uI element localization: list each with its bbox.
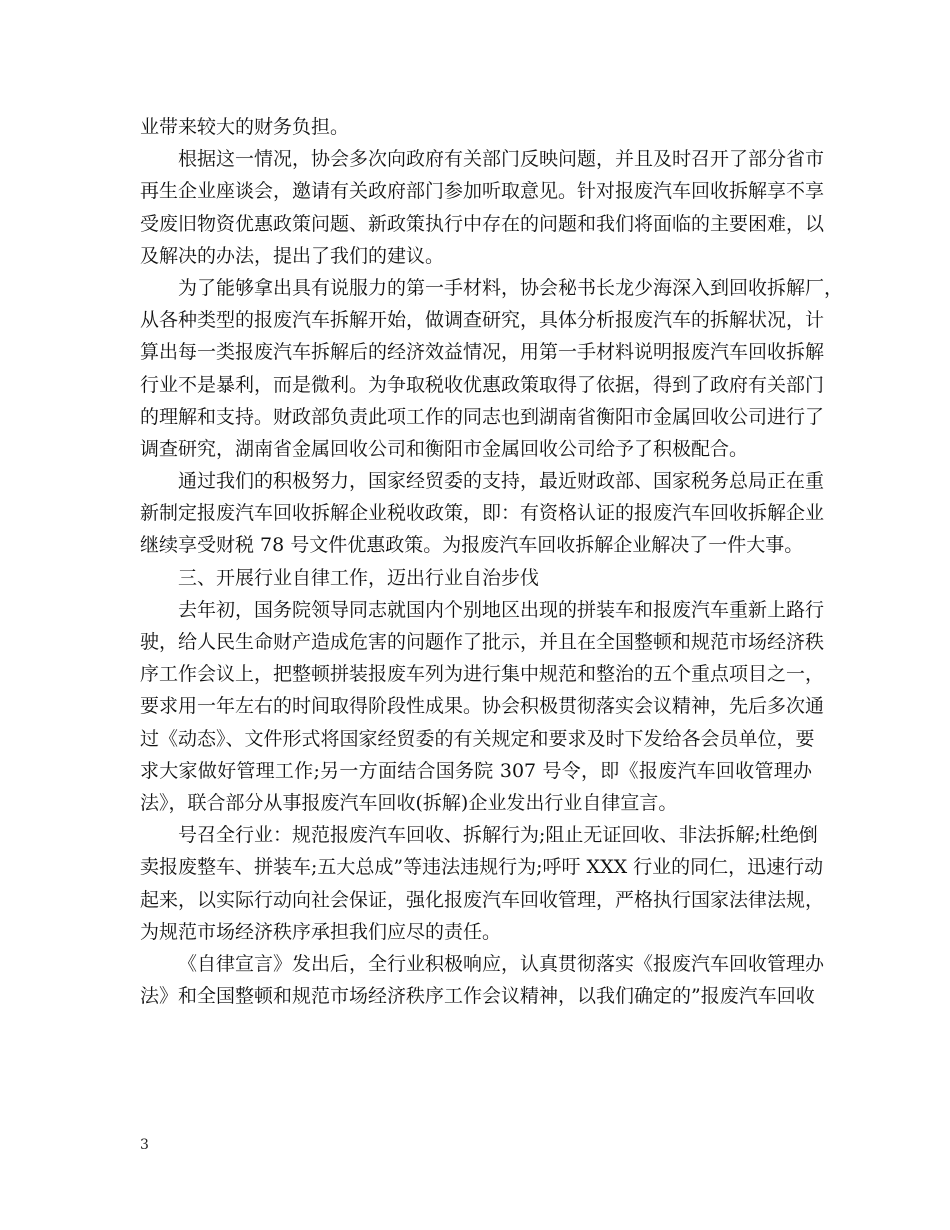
text-line: 为规范市场经济秩序承担我们应尽的责任。 (140, 920, 502, 943)
paragraph (140, 819, 825, 948)
text-line: 继续享受财税 78 号文件优惠政策。为报废汽车回收拆解企业解决了一件大事。 (140, 534, 804, 557)
paragraph (140, 594, 825, 819)
text-line: 从各种类型的报废汽车拆解开始，做调查研究，具体分析报废汽车的拆解状况，计 (140, 309, 825, 332)
text-line: 驶，给人民生命财产造成危害的问题作了批示，并且在全国整顿和规范市场经济秩 (140, 631, 825, 653)
paragraph (140, 143, 825, 272)
text-line: 根据这一情况，协会多次向政府有关部门反映问题，并且及时召开了部分省市 (178, 148, 825, 171)
document-body (140, 111, 844, 1012)
text-line: 受废旧物资优惠政策问题、新政策执行中存在的问题和我们将面临的主要困难，以 (140, 212, 825, 235)
text-line: 调查研究，湖南省金属回收公司和衡阳市金属回收公司给予了积极配合。 (140, 437, 749, 460)
text-line: 求大家做好管理工作;另一方面结合国务院 307 号令，即《报废汽车回收管理办 (140, 759, 812, 782)
text-line: 三、开展行业自律工作，迈出行业自治步伐 (178, 566, 540, 589)
text-line: 过《动态》、文件形式将国家经贸委的有关规定和要求及时下发给各会员单位，要 (140, 727, 815, 750)
text-line: 行业不是暴利，而是微利。为争取税收优惠政策取得了依据，得到了政府有关部门 (140, 373, 825, 396)
text-line: 通过我们的积极努力，国家经贸委的支持，最近财政部、国家税务总局正在重 (178, 470, 825, 493)
text-line: 起来，以实际行动向社会保证，强化报废汽车回收管理，严格执行国家法律法规， (140, 888, 825, 911)
paragraph (140, 465, 825, 562)
text-line: 再生企业座谈会，邀请有关政府部门参加听取意见。针对报废汽车回收拆解享不享 (140, 180, 825, 203)
text-line: 序工作会议上，把整顿拼装报废车列为进行集中规范和整治的五个重点项目之一， (140, 663, 825, 686)
text-line: 法》，联合部分从事报废汽车回收(拆解)企业发出行业自律宣言。 (140, 791, 678, 814)
paragraph (140, 562, 812, 594)
text-line: 的理解和支持。财政部负责此项工作的同志也到湖南省衡阳市金属回收公司进行了 (140, 405, 825, 428)
text-line: 法》和全国整顿和规范市场经济秩序工作会议精神，以我们确定的”报废汽车回收 (140, 985, 815, 1008)
text-line: 《自律宣言》发出后，全行业积极响应，认真贯彻落实《报废汽车回收管理办 (178, 952, 825, 975)
paragraph (140, 111, 812, 143)
paragraph (140, 948, 825, 1012)
text-line: 要求用一年左右的时间取得阶段性成果。协会积极贯彻落实会议精神，先后多次通 (140, 695, 825, 718)
page-number: 3 (140, 1137, 149, 1153)
text-line: 新制定报废汽车回收拆解企业税收政策，即：有资格认证的报废汽车回收拆解企业 (140, 502, 825, 525)
text-line: 号召全行业：规范报废汽车回收、拆解行为;阻止无证回收、非法拆解;杜绝倒 (178, 824, 818, 847)
text-line: 及解决的办法，提出了我们的建议。 (140, 244, 445, 267)
paragraph (140, 272, 844, 465)
text-line: 去年初，国务院领导同志就国内个别地区出现的拼装车和报废汽车重新上路行 (178, 598, 825, 621)
text-line: 卖报废整车、拼装车;五大总成”等违法违规行为;呼吁 XXX 行业的同仁，迅速行动 (140, 856, 824, 879)
text-line: 算出每一类报废汽车拆解后的经济效益情况，用第一手材料说明报废汽车回收拆解 (140, 341, 825, 364)
text-line: 为了能够拿出具有说服力的第一手材料，协会秘书长龙少海深入到回收拆解厂， (178, 276, 844, 299)
text-line: 业带来较大的财务负担。 (140, 116, 350, 138)
